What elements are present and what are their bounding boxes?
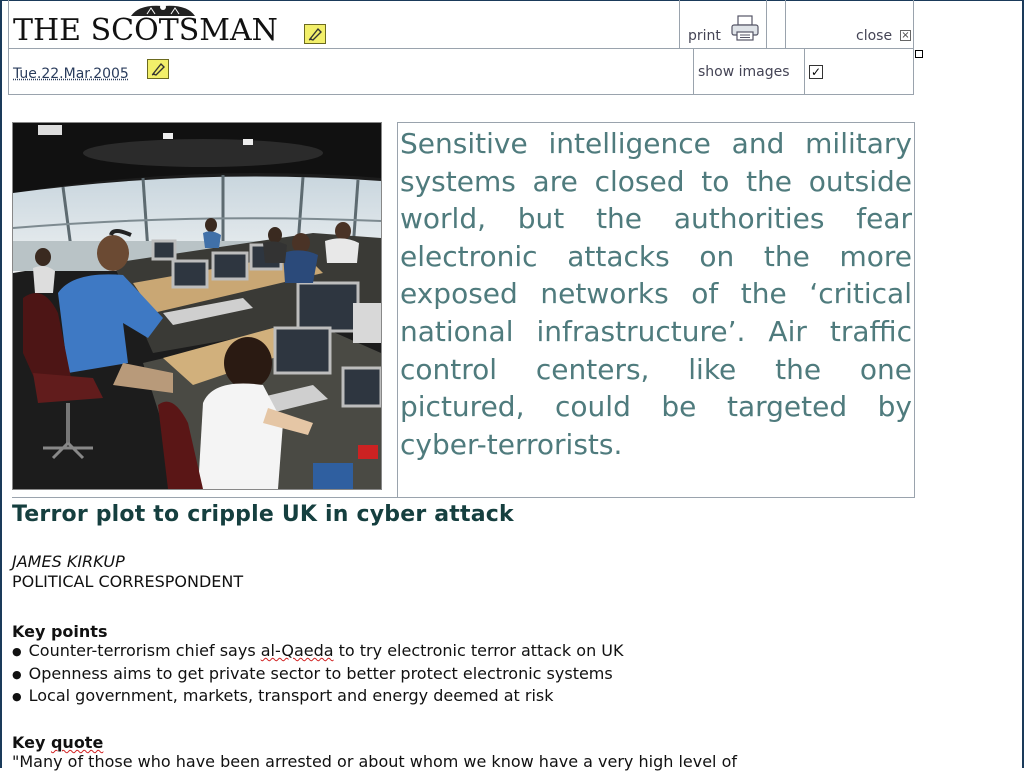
edit-marker-icon[interactable] <box>304 24 326 44</box>
list-item: ● Local government, markets, transport and energy deemed at risk <box>12 686 624 709</box>
edit-marker-icon[interactable] <box>147 59 169 79</box>
close-button[interactable] <box>785 0 914 48</box>
date-text: Tue.22.Mar.2005 <box>13 66 129 82</box>
printer-icon <box>730 14 760 42</box>
article-photo <box>12 122 382 490</box>
logo-text: THE SCOTSMAN <box>13 13 278 48</box>
spellcheck-word: al-Qaeda <box>260 641 334 660</box>
caption-box <box>397 122 915 498</box>
show-images-label: show images <box>698 64 790 80</box>
air-traffic-control-image <box>13 123 381 489</box>
key-points-list <box>12 641 624 709</box>
header-row-top <box>9 0 913 49</box>
list-item: ● Counter-terrorism chief says al-Qaeda to try electronic terror attack on UK <box>12 641 624 664</box>
key-points-title: Key points <box>12 622 108 641</box>
author-name: JAMES KIRKUP <box>12 552 125 571</box>
close-label: close <box>856 28 893 44</box>
key-quote-title: Key quote <box>12 733 104 752</box>
divider <box>12 497 915 498</box>
author-role: POLITICAL CORRESPONDENT <box>12 572 244 591</box>
print-button[interactable] <box>679 0 767 48</box>
photo-caption: Sensitive intelligence and military systems are closed to the outside world, but the authorities fear electronic attacks on the more exposed networks of the ‘critical national infrastructure’. Air traffic control centers, like the one pictured, could be targeted by cyber-terrorists. <box>400 127 912 461</box>
show-images-toggle[interactable] <box>693 49 805 95</box>
print-label: print <box>688 28 721 44</box>
key-quote-text: "Many of those who have been arrested or about whom we know have a very high level of <box>12 752 737 771</box>
header-box <box>8 0 914 95</box>
spellcheck-word: quote <box>50 733 104 752</box>
list-item: ● Openness aims to get private sector to better protect electronic systems <box>12 664 624 687</box>
article-headline: Terror plot to cripple UK in cyber attack <box>12 502 514 527</box>
window-frame-left <box>0 0 2 768</box>
show-images-checkbox[interactable]: ✓ <box>810 65 822 79</box>
header-row-bottom <box>9 49 913 95</box>
resize-handle[interactable] <box>915 50 923 58</box>
logo-cell <box>9 0 679 48</box>
close-box-icon: × <box>901 30 910 41</box>
